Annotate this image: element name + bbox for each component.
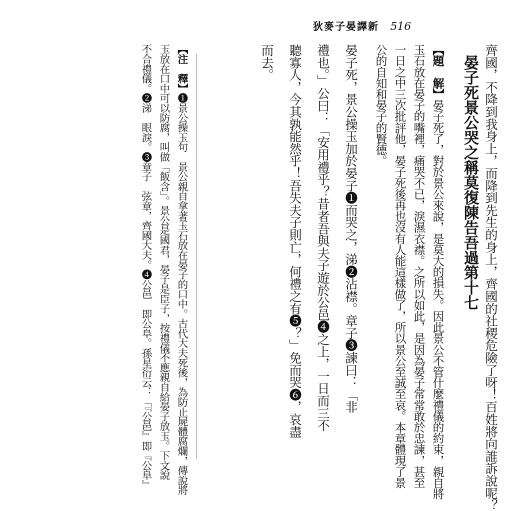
theme-line: 玉石放在晏子的嘴裡，痛哭不已，淚濕衣襟。之所以如此，是因為晏子常常敢於忠諫，甚至: [412, 44, 427, 489]
page-number: 516: [390, 20, 412, 33]
chapter-title: 晏子死景公哭之稱莫復陳告吾過第十七: [462, 55, 480, 310]
theme-line: 一日之中三次批評他，晏子死後再也沒有人能這樣做了，所以景公至誠至哀。本章體現了景: [393, 44, 408, 489]
original-line: 聽寡人，今其孰能然乎！吾失夫子則亡，何禮之有❺？」免而哭❻，哀盡: [287, 44, 303, 438]
book-title: 狄麥子晏譯新: [313, 22, 379, 33]
original-line: 晏子死，景公操玉加於晏子❶而哭之，涕❷沾襟。章子❸諫曰：「非: [343, 44, 359, 414]
theme-label: 【題 解】: [431, 44, 446, 100]
intro-text: 齊國，不降到我身上，而降到先生的身上，齊國的社稷危險了呀！百姓將向誰訴說呢？: [483, 44, 499, 511]
note-line: 不合禮儀。❷涕 眼淚。❸章子 弦章，齊國大夫。❹公邑 即公阜。孫星衍云：「『公邑』即『公阜』: [139, 44, 152, 490]
note-line: [176, 44, 186, 495]
theme-line: [432, 44, 444, 499]
section-divider: [196, 54, 197, 459]
notes-label: 【注 釋】: [175, 44, 188, 94]
theme-line: 公的自知和晏子的賢德。: [374, 44, 389, 167]
original-line: 而去。: [259, 44, 275, 81]
original-line: 禮也。」公曰：「安用禮乎？昔者吾與夫子遊於公邑❹之上，一日而三不: [315, 44, 331, 432]
note-text: ❶景公操玉句 景公親自拿著玉石放在晏子的口中。古代大夫死後，為防止屍體腐爛，傳說將: [175, 93, 188, 495]
theme-text: 晏子死了，對於景公來說，是莫大的損失。因此景公不管什麼禮儀的約束，親自將: [431, 99, 446, 500]
running-header: [313, 18, 411, 33]
note-line: 玉放在口中可以防腐，叫做「飯含」。景公是國君，晏子是臣子，按禮儀不應親自給晏子放玉。下文說: [157, 44, 170, 480]
